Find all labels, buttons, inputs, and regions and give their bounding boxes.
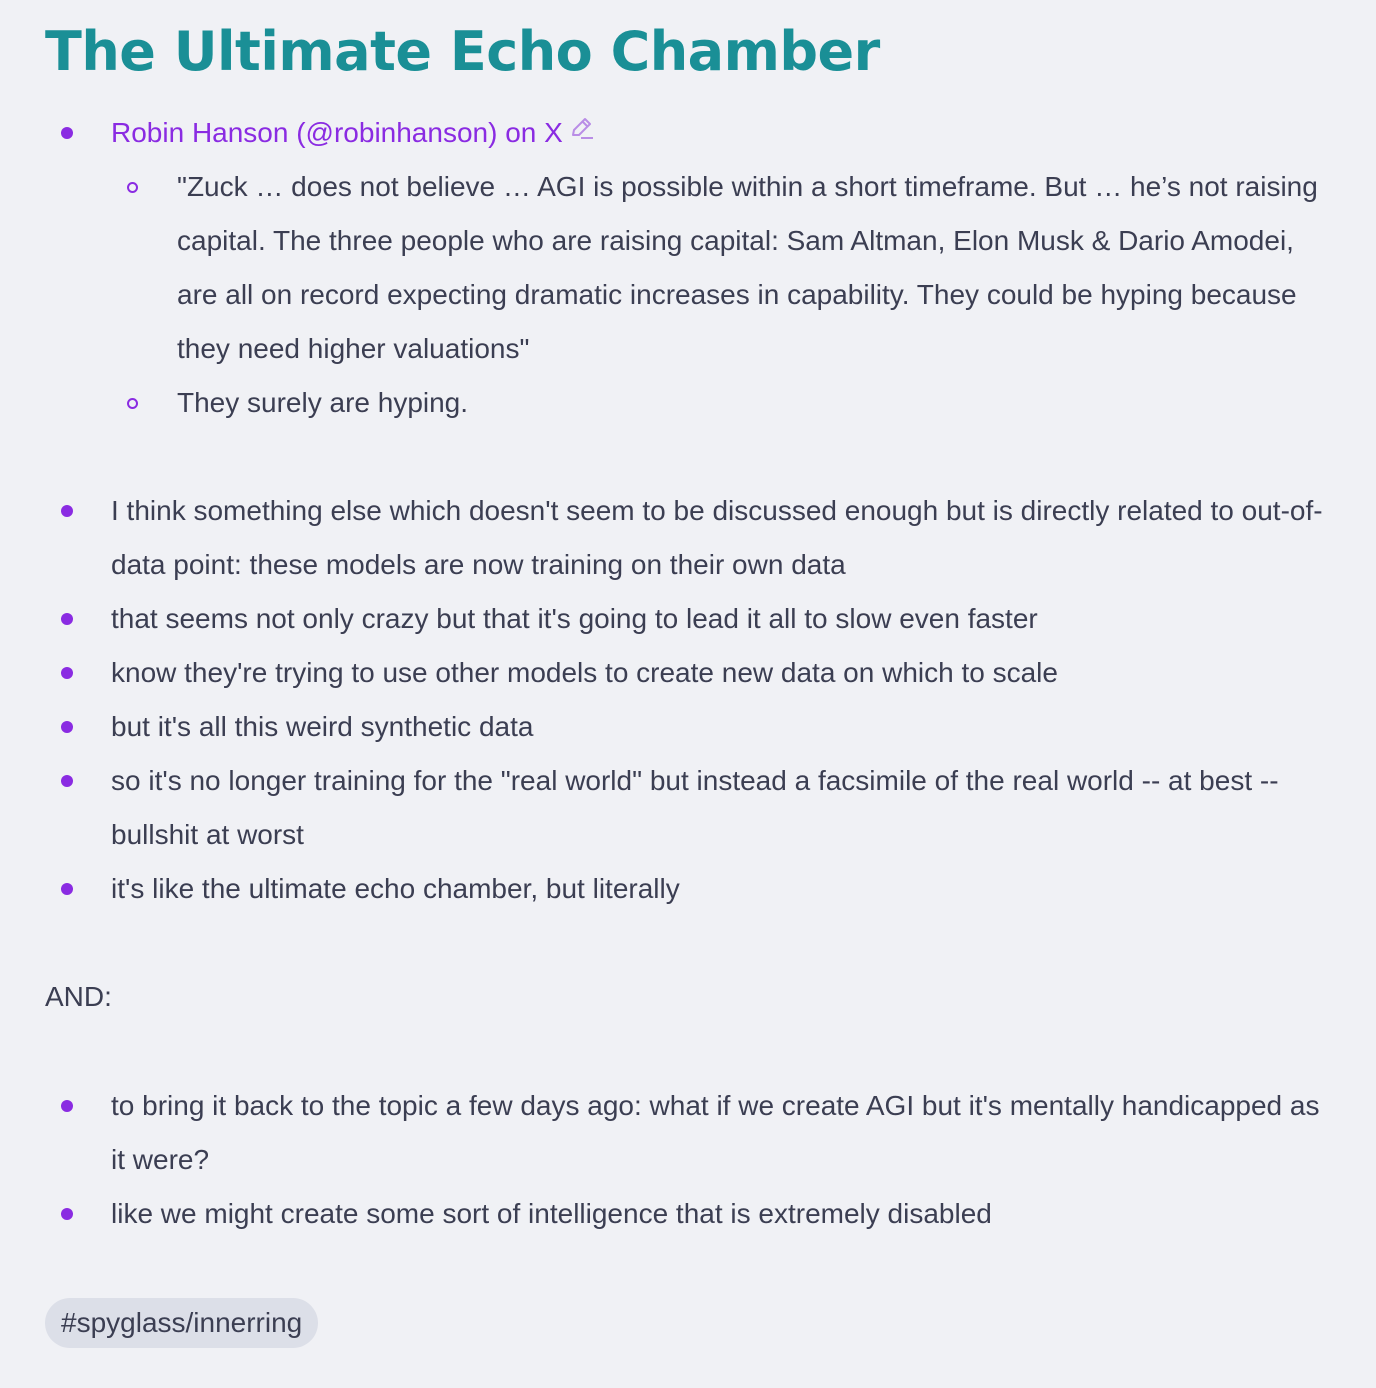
bullet [61, 613, 73, 625]
and-paragraph: AND: [45, 981, 112, 1012]
source-list [45, 106, 1335, 430]
list-item-text: that seems not only crazy but that it's going to lead it all to slow even faster [111, 603, 1038, 634]
bullet [61, 127, 73, 139]
pencil-edit-icon[interactable] [569, 105, 595, 159]
bullet [61, 1208, 73, 1220]
list-item [45, 1187, 1335, 1241]
bullet-ring [127, 398, 138, 409]
tag-chip[interactable]: #spyglass/innerring [45, 1298, 318, 1348]
list-item [45, 862, 1335, 916]
bullet [61, 775, 73, 787]
sublist-item-comment [111, 376, 1335, 430]
list-item [45, 1079, 1335, 1187]
bullet [61, 505, 73, 517]
bullet [61, 667, 73, 679]
list-item-source [45, 106, 1335, 430]
list-item-text: but it's all this weird synthetic data [111, 711, 534, 742]
bullet [61, 1100, 73, 1112]
list-item-text: I think something else which doesn't seem to be discussed enough but is directly related to out-of-data point: these models are now training on their own data [111, 495, 1323, 580]
followup-list [45, 1079, 1335, 1241]
quote-text: "Zuck … does not believe … AGI is possible within a short timeframe. But … he’s not raising capital. The three people who are raising capital: Sam Altman, Elon Musk & Dario Amodei, are all on record expecting dramatic increases in capability. They could be hyping because they need higher valuations" [177, 171, 1318, 364]
list-item [45, 592, 1335, 646]
list-item [45, 646, 1335, 700]
page-title: The Ultimate Echo Chamber [45, 20, 880, 83]
list-item [45, 754, 1335, 862]
thoughts-list [45, 484, 1335, 916]
list-item-text: know they're trying to use other models to create new data on which to scale [111, 657, 1058, 688]
list-item [45, 484, 1335, 592]
list-item-text: it's like the ultimate echo chamber, but literally [111, 873, 680, 904]
list-item-text: like we might create some sort of intelligence that is extremely disabled [111, 1198, 992, 1229]
bullet [61, 883, 73, 895]
source-link[interactable]: Robin Hanson (@robinhanson) on X [111, 117, 563, 148]
quote-sublist [111, 160, 1335, 430]
list-item-text: to bring it back to the topic a few days ago: what if we create AGI but it's mentally handicapped as it were? [111, 1090, 1320, 1175]
comment-text: They surely are hyping. [177, 387, 469, 418]
sublist-item-quote [111, 160, 1335, 376]
bullet [61, 721, 73, 733]
bullet-ring [127, 182, 138, 193]
list-item [45, 700, 1335, 754]
list-item-text: so it's no longer training for the "real world" but instead a facsimile of the real world -- at best -- bullshit at worst [111, 765, 1279, 850]
